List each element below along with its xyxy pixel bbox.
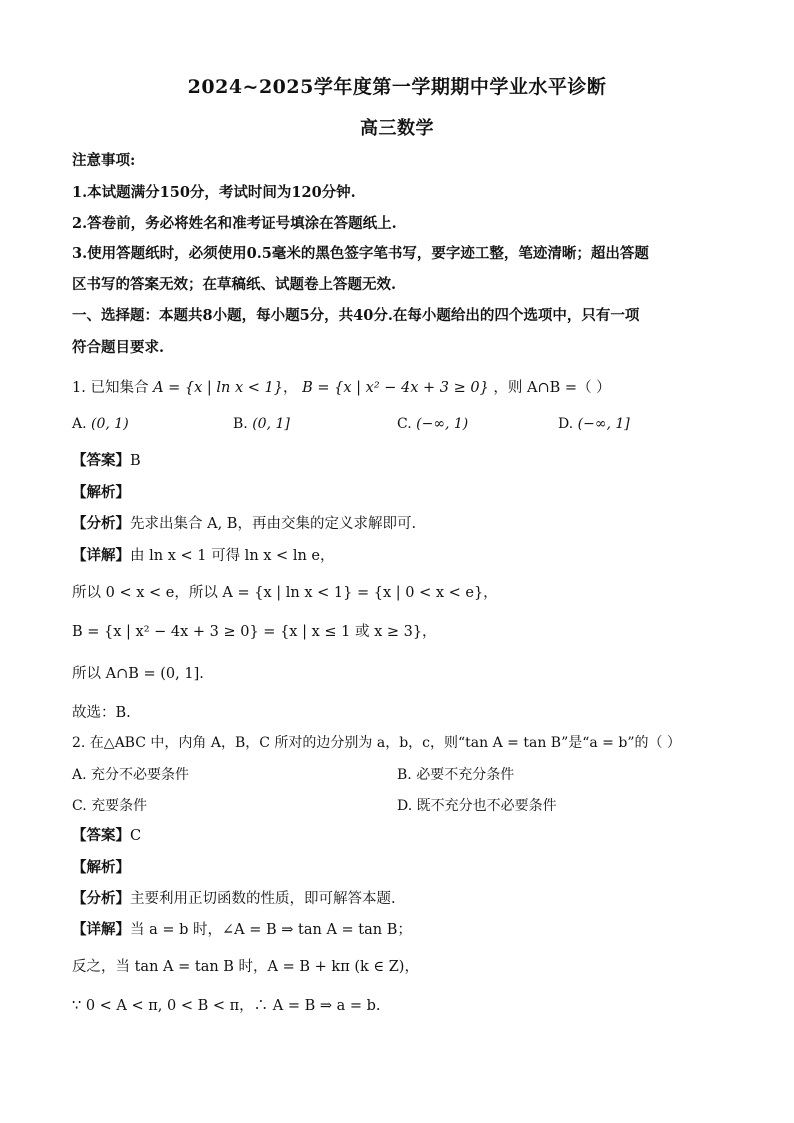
q1-detail-2: 所以 0 < x < e，所以 A = {x | ln x < 1} = {x | 0 < x < e}，	[72, 585, 498, 601]
q1-stem-prefix: 1. 已知集合	[72, 380, 149, 396]
q2-detail-3: ∵ 0 < A < π, 0 < B < π，∴ A = B ⇒ a = b.	[72, 998, 381, 1014]
notice-item-3-cont: 区书写的答案无效；在草稿纸、试题卷上答题无效.	[72, 276, 397, 293]
q2-option-b: B. 必要不充分条件	[397, 767, 515, 783]
q2-detail-1: 【详解】当 a = b 时，∠A = B ⇒ tan A = tan B；	[72, 921, 412, 938]
q1-option-b: B. (0, 1]	[233, 416, 290, 432]
q2-stem: 2. 在△ABC 中，内角 A，B，C 所对的边分别为 a，b，c，则“tan A = tan B”是“a = b”的（ ）	[72, 735, 681, 751]
q1-choose: 故选：B.	[72, 705, 131, 721]
q2-option-a: A. 充分不必要条件	[72, 767, 190, 783]
q1-set-b: B = {x | x² − 4x + 3 ≥ 0}	[302, 380, 489, 396]
q1-sep: ，	[283, 380, 298, 396]
q1-answer	[72, 451, 722, 471]
answer-tag: 【答案】	[72, 452, 130, 469]
q1-option-d: D. (−∞, 1]	[558, 416, 630, 432]
q1-detail-4: 所以 A∩B = (0, 1].	[72, 666, 204, 682]
q1-analysis-tag: 【解析】	[72, 484, 130, 501]
q1-stem	[72, 378, 722, 398]
notice-heading: 注意事项:	[72, 152, 136, 169]
q1-option-a: A. (0, 1)	[72, 416, 129, 432]
q2-option-c: C. 充要条件	[72, 798, 148, 814]
q1-detail-1: 【详解】由 ln x < 1 可得 ln x < ln e，	[72, 547, 335, 564]
q2-fenxi: 【分析】主要利用正切函数的性质，即可解答本题.	[72, 890, 396, 907]
notice-item-1: 1.本试题满分150分，考试时间为120分钟.	[72, 184, 356, 201]
q1-set-a: A = {x | ln x < 1}	[153, 380, 283, 396]
q1-stem-suffix: ，则 A∩B =（ ）	[493, 380, 611, 396]
q2-answer	[72, 826, 722, 846]
q1-detail-3: B = {x | x² − 4x + 3 ≥ 0} = {x | x ≤ 1 或 x ≥ 3}，	[72, 624, 437, 640]
section-heading-cont: 符合题目要求.	[72, 339, 165, 356]
answer-tag: 【答案】	[72, 827, 130, 844]
q2-detail-2: 反之，当 tan A = tan B 时，A = B + kπ (k ∈ Z)，	[72, 959, 419, 975]
notice-item-2: 2.答卷前，务必将姓名和准考证号填涂在答题纸上.	[72, 215, 397, 232]
q2-answer-value: C	[130, 828, 142, 844]
exam-title: 2024~2025学年度第一学期期中学业水平诊断	[187, 76, 607, 98]
q1-option-c: C. (−∞, 1)	[397, 416, 469, 432]
q2-option-d: D. 既不充分也不必要条件	[397, 798, 557, 814]
q1-answer-value: B	[130, 453, 141, 469]
notice-item-3: 3.使用答题纸时，必须使用0.5毫米的黑色签字笔书写，要字迹工整，笔迹清晰；超出答题	[72, 245, 649, 262]
exam-subtitle: 高三数学	[360, 118, 434, 139]
q1-fenxi: 【分析】先求出集合 A, B，再由交集的定义求解即可.	[72, 515, 417, 532]
section-heading: 一、选择题：本题共8小题，每小题5分，共40分.在每小题给出的四个选项中，只有一项	[72, 307, 640, 324]
q2-analysis-tag: 【解析】	[72, 859, 130, 876]
